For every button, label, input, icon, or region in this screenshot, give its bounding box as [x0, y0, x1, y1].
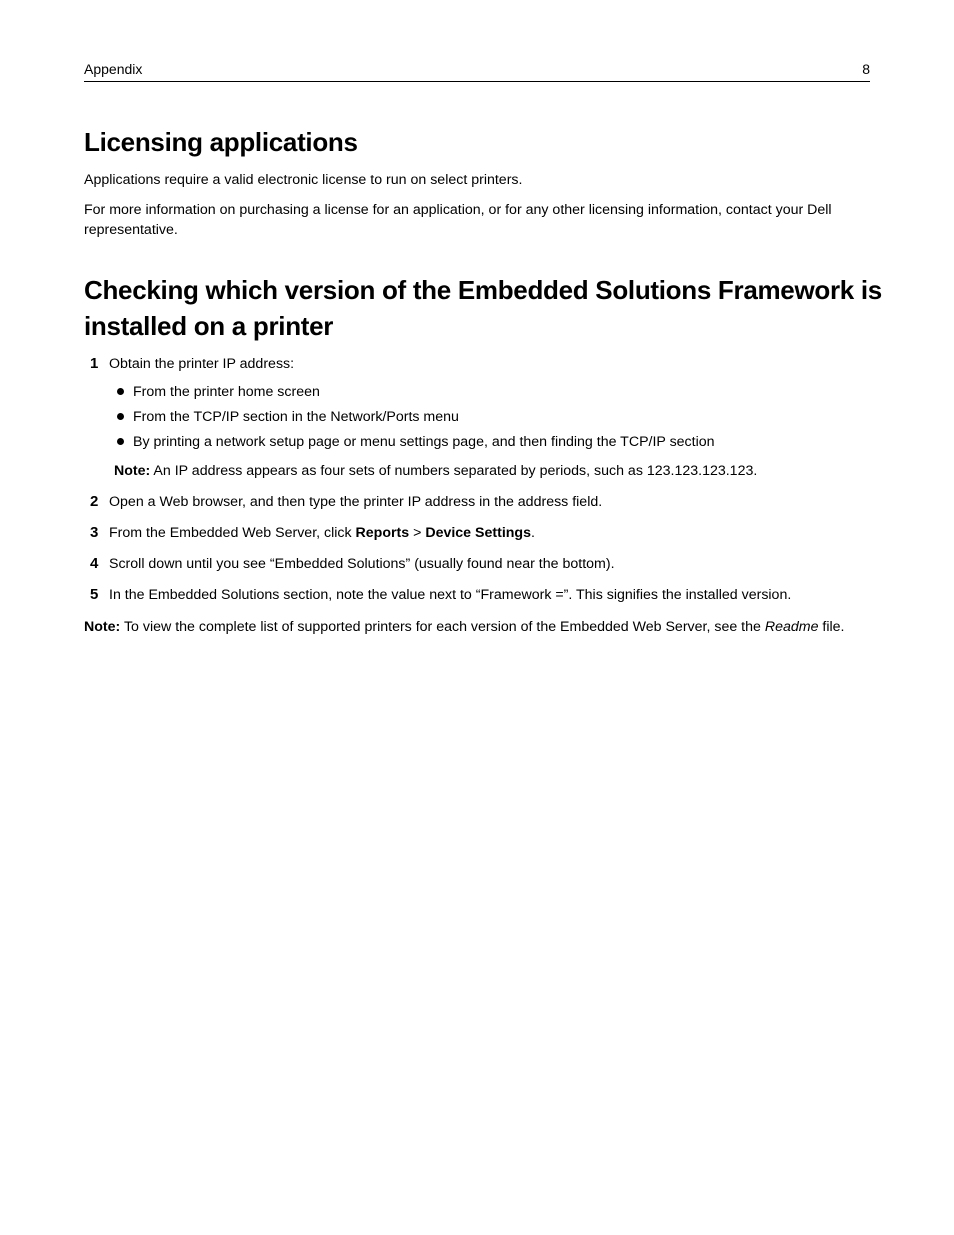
step-text: Scroll down until you see “Embedded Solutions” (usually found near the bottom).: [109, 556, 615, 572]
note-label: Note:: [84, 619, 121, 635]
note-label: Note:: [114, 463, 151, 479]
step-3: [84, 523, 870, 543]
step-5: [84, 585, 870, 605]
step-1: [84, 354, 870, 481]
note-text: An IP address appears as four sets of numbers separated by periods, such as 123.123.123.123.: [150, 463, 758, 479]
step-text: In the Embedded Solutions section, note the value next to “Framework =”. This signifies the installed version.: [109, 587, 792, 603]
step-number: 2: [90, 493, 99, 510]
reports-menu-label: Reports: [355, 525, 410, 541]
bullet-icon: [117, 413, 124, 420]
header-section-name: Appendix: [84, 61, 143, 77]
bullet-list: [109, 380, 870, 455]
final-note: [84, 617, 870, 637]
list-item: [109, 380, 870, 405]
step-text-after: .: [531, 525, 535, 541]
licensing-paragraph-1: Applications require a valid electronic license to run on select printers.: [84, 172, 523, 188]
steps-list: [84, 354, 870, 616]
step-1-note: [109, 461, 870, 481]
menu-separator: >: [409, 525, 426, 541]
bullet-text: From the TCP/IP section in the Network/Ports menu: [133, 409, 459, 425]
step-number: 4: [90, 555, 99, 572]
step-4: [84, 554, 870, 574]
device-settings-label: Device Settings: [425, 525, 531, 541]
step-2: [84, 492, 870, 512]
header-page-number: 8: [862, 61, 870, 77]
running-header: [84, 61, 870, 82]
list-item: [109, 405, 870, 430]
licensing-paragraph-2: For more information on purchasing a license for an application, or for any other licensing information, contact your Dell representative.: [84, 202, 832, 238]
step-text: Open a Web browser, and then type the printer IP address in the address field.: [109, 494, 603, 510]
bullet-text: By printing a network setup page or menu settings page, and then finding the TCP/IP section: [133, 434, 715, 450]
bullet-icon: [117, 388, 124, 395]
step-number: 1: [90, 355, 99, 372]
step-number: 3: [90, 524, 99, 541]
note-text-after: file.: [818, 619, 845, 635]
bullet-icon: [117, 438, 124, 445]
heading-checking-version: Checking which version of the Embedded Solutions Framework is installed on a printer: [84, 275, 882, 341]
bullet-text: From the printer home screen: [133, 384, 320, 400]
step-number: 5: [90, 586, 99, 603]
step-text-before: From the Embedded Web Server, click: [109, 525, 356, 541]
readme-reference: Readme: [764, 619, 819, 635]
heading-licensing-applications: Licensing applications: [84, 127, 358, 157]
list-item: [109, 430, 870, 455]
step-text: Obtain the printer IP address:: [109, 356, 295, 372]
note-text-before: To view the complete list of supported printers for each version of the Embedded Web Server, see the: [120, 619, 765, 635]
